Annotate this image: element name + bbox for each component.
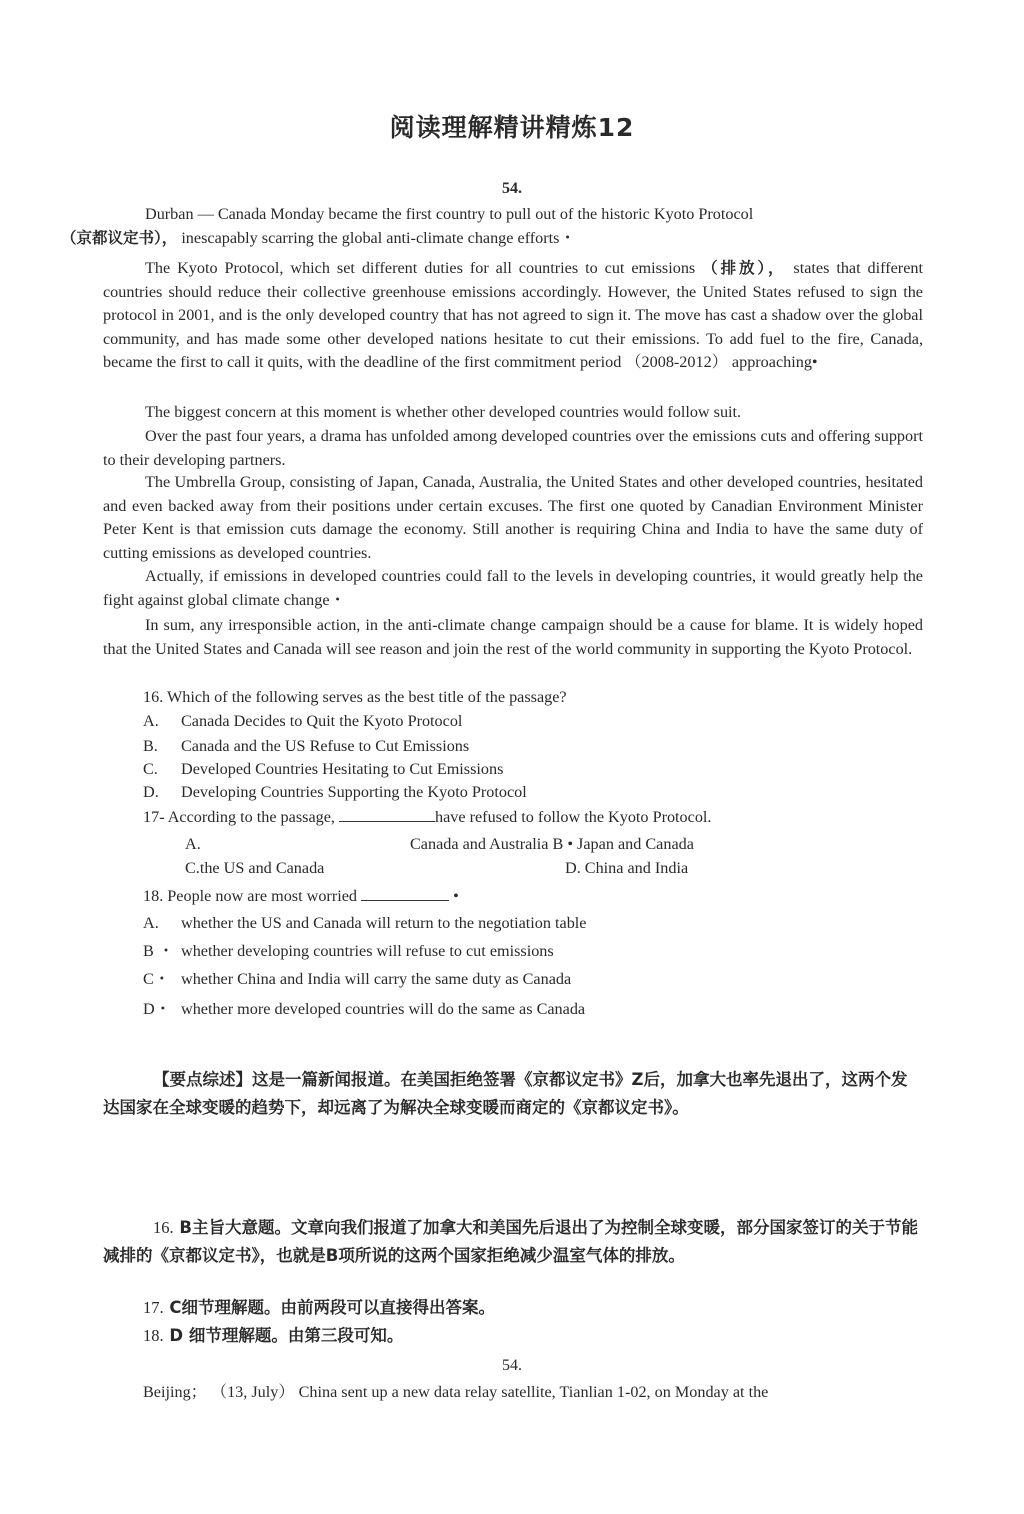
page-title: 阅读理解精讲精炼12 [389,113,635,142]
next-passage-first-line: Beijing； （13, July） China sent up a new data relay satellite, Tianlian 1-02, on Monday at the [143,1383,769,1401]
question-16-option-c: C. Developed Countries Hesitating to Cut Emissions [143,760,504,778]
passage-paragraph-3: The biggest concern at this moment is whether other developed countries would follow suit. [145,403,742,421]
analysis-answer-18: 18. D 细节理解题。由第三段可知。 [143,1326,404,1345]
passage-paragraph-6: Actually, if emissions in developed countries could fall to the levels in developing countries, it would greatly help the fight against global climate change・ [103,567,923,609]
question-17-option-c: C.the US and Canada [185,859,325,877]
p1-text: Durban — Canada Monday became the first country to pull out of the historic Kyoto Protocol [145,205,754,223]
question-18-option-c: C・ whether China and India will carry the same duty as Canada [143,970,572,988]
answer-blank [361,886,449,901]
question-16-option-b: B. Canada and the US Refuse to Cut Emissions [143,737,470,755]
analysis-answer-17: 17. C细节理解题。由前两段可以直接得出答案。 [143,1298,495,1317]
question-17-options-a-b: Canada and Australia B • Japan and Canada [410,835,694,853]
answer-blank [339,807,435,822]
p2-chinese-term: （排放）， [702,259,787,277]
next-section-number: 54. [502,1357,522,1374]
p2-text-b: states that different countries should reduce their collective greenhouse emissions accordingly. However, the United States refused to sign the protocol in 2001, and is the only developed country that has not agreed to sign it. The move has cast a shadow over the global community, and has made some other developed nations hesitate to cut their emissions. To add fuel to the fire, Canada, became the first to call it quits, with the deadline of the first commitment period （2008-2012） approaching• [103,259,923,371]
question-16-option-d: D. Developing Countries Supporting the Kyoto Protocol [143,783,527,801]
p1-chinese-term: （京都议定书）， [61,228,178,247]
question-17-stem: 17- According to the passage, have refused to follow the Kyoto Protocol. [143,808,712,826]
question-16-option-a: A. Canada Decides to Quit the Kyoto Protocol [143,712,463,730]
question-18-option-b: B ・ whether developing countries will refuse to cut emissions [143,942,554,960]
passage-paragraph-7: In sum, any irresponsible action, in the anti-climate change campaign should be a cause for blame. It is widely hoped that the United States and Canada will see reason and join the rest of the world community in supporting the Kyoto Protocol. [103,616,923,658]
passage-paragraph-1 [61,203,923,250]
analysis-answer-16: 16. B主旨大意题。文章向我们报道了加拿大和美国先后退出了为控制全球变暖，部分国家签订的关于节能减排的《京都议定书》，也就是B项所说的这两个国家拒绝减少温室气体的排放。 [103,1218,918,1265]
question-18-option-d: D・ whether more developed countries will do the same as Canada [143,1000,586,1018]
p1-tail: inescapably scarring the global anti-climate change efforts・ [181,228,576,247]
question-18-stem: 18. People now are most worried • [143,887,459,905]
passage-paragraph-5: The Umbrella Group, consisting of Japan, Canada, Australia, the United States and other developed countries, hesitated and even backed away from their positions under certain excuses. The first one quoted by Canadian Environment Minister Peter Kent is that emission cuts damage the economy. Still another is requiring China and India to have the same duty of cutting emissions as developed countries. [103,473,923,562]
analysis-summary: 【要点综述】这是一篇新闻报道。在美国拒绝签署《京都议定书》Z后，加拿大也率先退出了，这两个发达国家在全球变暖的趋势下，却远离了为解决全球变暖而商定的《京都议定书》。 [103,1070,908,1117]
question-17-option-d: D. China and India [565,859,689,877]
question-16-stem: 16. Which of the following serves as the best title of the passage? [143,688,567,706]
question-18-option-a: A. whether the US and Canada will return to the negotiation table [143,914,587,932]
p2-text-a: The Kyoto Protocol, which set different duties for all countries to cut emissions [145,259,696,277]
passage-paragraph-2 [103,257,923,375]
passage-paragraph-4: Over the past four years, a drama has unfolded among developed countries over the emissions cuts and offering support to their developing partners. [103,427,923,469]
question-17-option-a-label: A. [185,835,201,853]
section-number: 54. [502,180,522,197]
